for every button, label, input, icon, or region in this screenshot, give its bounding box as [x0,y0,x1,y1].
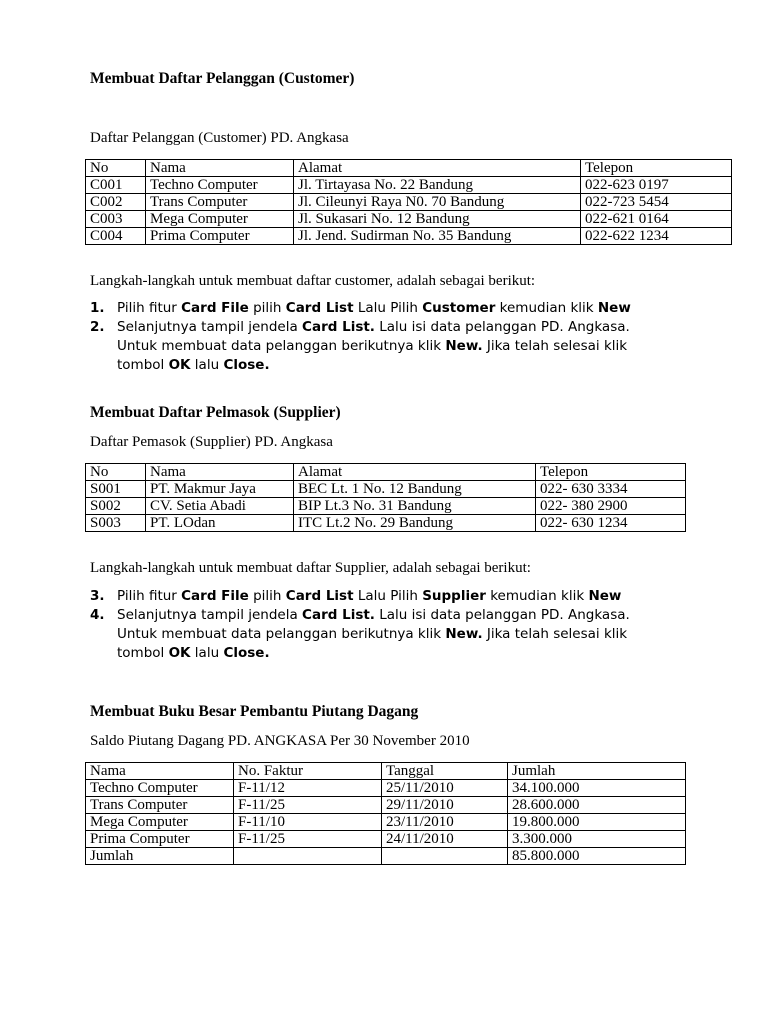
table-header-row [86,160,732,177]
table-cell: 022- 630 1234 [536,515,686,532]
step-number: 3. [90,588,105,604]
table-row [86,797,686,814]
step-bold: Card List [285,300,354,316]
table-cell: S001 [86,481,146,498]
table-cell: C004 [86,228,146,245]
step-text: kemudian klik [495,300,598,316]
table-cell: Jl. Cileunyi Raya N0. 70 Bandung [294,194,581,211]
section3-heading: Membuat Buku Besar Pembantu Piutang Dagang [90,703,419,720]
section2-caption: Daftar Pemasok (Supplier) PD. Angkasa [90,434,333,450]
step-bold: Card List [285,588,354,604]
table-cell: Techno Computer [86,780,234,797]
table-cell: S002 [86,498,146,515]
step-text: Untuk membuat data pelanggan berikutnya klik [117,338,446,354]
step-text: Lalu isi data pelanggan PD. Angkasa. [374,607,630,623]
step-text: Selanjutnya tampil jendela [117,319,303,335]
step-text: pilih [248,300,286,316]
table-cell: Jl. Sukasari No. 12 Bandung [294,211,581,228]
table-cell: PT. Makmur Jaya [146,481,294,498]
table-cell: 24/11/2010 [382,831,508,848]
step-bold: Card List. [302,319,375,335]
table-row [86,780,686,797]
table-row [86,481,686,498]
table-cell: BEC Lt. 1 No. 12 Bandung [294,481,536,498]
table-header-row [86,464,686,481]
table-cell: Prima Computer [86,831,234,848]
table-cell: Trans Computer [146,194,294,211]
step-bold: Card File [181,300,249,316]
table-cell: 85.800.000 [508,848,686,865]
section2-heading: Membuat Daftar Pelmasok (Supplier) [90,404,341,421]
step-number: 1. [90,300,105,316]
table-cell [234,848,382,865]
table-cell: 022- 630 3334 [536,481,686,498]
section1-steps [90,299,631,375]
table-cell: Jumlah [86,848,234,865]
table-row [86,831,686,848]
table-cell: 022-723 5454 [581,194,732,211]
table-row [86,228,732,245]
table-cell: 022-623 0197 [581,177,732,194]
step-text: Selanjutnya tampil jendela [117,607,303,623]
step-bold: Card List. [302,607,375,623]
table-cell: 3.300.000 [508,831,686,848]
table-cell [382,848,508,865]
step-bold: Card File [181,588,249,604]
table-header-cell: Alamat [294,464,536,481]
step-bold: New [588,588,622,604]
table-cell: 19.800.000 [508,814,686,831]
step-bold: New. [445,338,483,354]
step-text: Jika telah selesai klik [482,626,628,642]
table-cell: F-11/25 [234,831,382,848]
table-header-cell: Nama [146,464,294,481]
table-row [86,211,732,228]
table-row [86,177,732,194]
table-cell: S003 [86,515,146,532]
table-cell: ITC Lt.2 No. 29 Bandung [294,515,536,532]
step-number: 2. [90,319,105,335]
table-header-cell: No [86,464,146,481]
step-text: kemudian klik [485,588,589,604]
table-cell: Techno Computer [146,177,294,194]
step-text: Lalu isi data pelanggan PD. Angkasa. [374,319,630,335]
step-text: Jika telah selesai klik [482,338,628,354]
section2-intro: Langkah-langkah untuk membuat daftar Supplier, adalah sebagai berikut: [90,560,531,576]
table-cell: 022- 380 2900 [536,498,686,515]
table-row [86,515,686,532]
table-cell: F-11/12 [234,780,382,797]
table-header-cell: Alamat [294,160,581,177]
table-cell: Jl. Jend. Sudirman No. 35 Bandung [294,228,581,245]
table-cell: 022-621 0164 [581,211,732,228]
table-header-cell: Telepon [536,464,686,481]
table-cell: 28.600.000 [508,797,686,814]
step-2 [90,318,631,375]
step-bold: New. [445,626,483,642]
step-text: Pilih fitur [117,300,182,316]
table-cell: Trans Computer [86,797,234,814]
step-text: Pilih fitur [117,588,182,604]
table-cell: 022-622 1234 [581,228,732,245]
customer-table [85,159,732,245]
table-cell: Prima Computer [146,228,294,245]
table-cell: F-11/10 [234,814,382,831]
table-cell: Mega Computer [146,211,294,228]
table-row [86,498,686,515]
step-bold: OK [168,357,191,373]
receivables-table [85,762,686,865]
table-total-row [86,848,686,865]
table-header-cell: No. Faktur [234,763,382,780]
step-bold: Close. [223,357,270,373]
step-bold: Customer [422,300,496,316]
table-cell: CV. Setia Abadi [146,498,294,515]
step-bold: New [597,300,631,316]
step-text: Untuk membuat data pelanggan berikutnya klik [117,626,446,642]
step-text: pilih [248,588,286,604]
table-row [86,814,686,831]
step-4 [90,606,630,663]
table-cell: PT. LOdan [146,515,294,532]
table-header-cell: Nama [86,763,234,780]
table-header-row [86,763,686,780]
step-bold: Supplier [422,588,486,604]
step-bold: Close. [223,645,270,661]
supplier-table [85,463,686,532]
step-1 [90,299,631,318]
step-bold: OK [168,645,191,661]
table-cell: 23/11/2010 [382,814,508,831]
table-cell: C002 [86,194,146,211]
section1-heading: Membuat Daftar Pelanggan (Customer) [90,70,355,87]
table-header-cell: Tanggal [382,763,508,780]
step-number: 4. [90,607,105,623]
table-cell: 29/11/2010 [382,797,508,814]
step-3 [90,587,630,606]
section1-intro: Langkah-langkah untuk membuat daftar customer, adalah sebagai berikut: [90,273,536,289]
step-text: Lalu Pilih [353,588,423,604]
table-row [86,194,732,211]
step-text: lalu [190,645,224,661]
step-text: tombol [117,645,169,661]
table-header-cell: Telepon [581,160,732,177]
step-text: lalu [190,357,224,373]
table-cell: C003 [86,211,146,228]
table-header-cell: Nama [146,160,294,177]
table-cell: F-11/25 [234,797,382,814]
step-text: Lalu Pilih [353,300,423,316]
table-cell: Mega Computer [86,814,234,831]
section3-caption: Saldo Piutang Dagang PD. ANGKASA Per 30 November 2010 [90,733,470,749]
section2-steps [90,587,630,663]
table-cell: 34.100.000 [508,780,686,797]
table-cell: BIP Lt.3 No. 31 Bandung [294,498,536,515]
table-header-cell: No [86,160,146,177]
table-cell: Jl. Tirtayasa No. 22 Bandung [294,177,581,194]
table-cell: 25/11/2010 [382,780,508,797]
step-text: tombol [117,357,169,373]
table-header-cell: Jumlah [508,763,686,780]
section1-caption: Daftar Pelanggan (Customer) PD. Angkasa [90,130,349,146]
table-cell: C001 [86,177,146,194]
